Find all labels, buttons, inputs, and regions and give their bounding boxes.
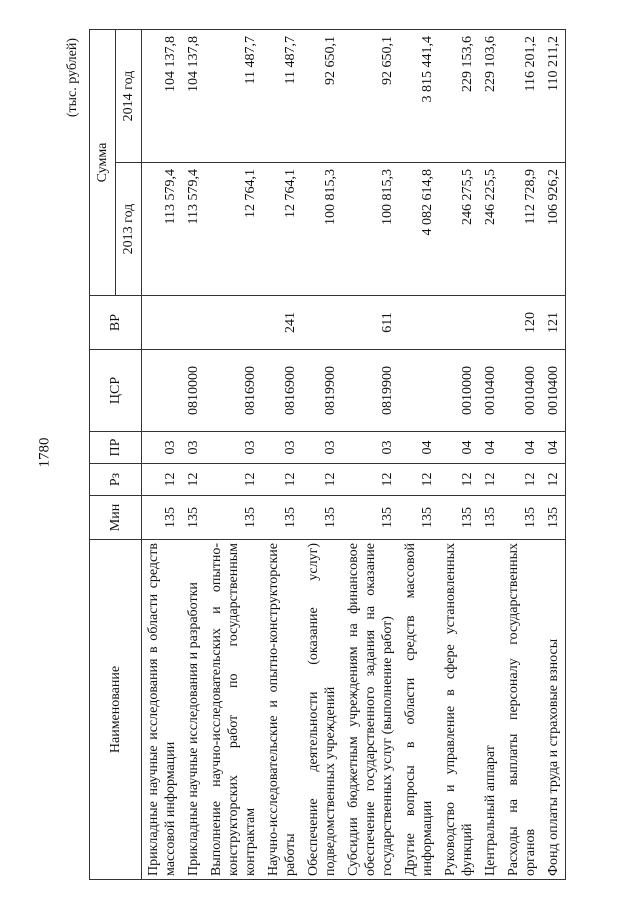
header-sum: Сумма <box>90 30 116 296</box>
cell-2014: 116 201,2 <box>502 30 542 163</box>
table-row <box>262 30 302 880</box>
table-header <box>90 30 142 880</box>
cell-name: Субсидии бюджетным учреждениям на финансовое обеспечение государственного задания на оказание государственных услуг (выполнение работ) <box>342 540 399 880</box>
table-row <box>182 30 205 880</box>
cell-vr <box>399 296 439 350</box>
cell-rz: 12 <box>439 464 479 496</box>
cell-vr: 611 <box>342 296 399 350</box>
cell-min: 135 <box>399 496 439 540</box>
cell-2013: 100 815,3 <box>342 163 399 296</box>
cell-pr: 04 <box>542 432 566 464</box>
cell-name: Другие вопросы в области средств массовой информации <box>399 540 439 880</box>
header-csr: ЦСР <box>90 350 142 432</box>
cell-csr: 0010000 <box>439 350 479 432</box>
cell-2014: 104 137,8 <box>182 30 205 163</box>
table-row <box>205 30 262 880</box>
cell-vr: 120 <box>502 296 542 350</box>
cell-2013: 100 815,3 <box>302 163 342 296</box>
table-row <box>142 30 183 880</box>
cell-rz: 12 <box>142 464 183 496</box>
header-2014: 2014 год <box>116 30 142 163</box>
cell-2013: 246 275,5 <box>439 163 479 296</box>
cell-rz: 12 <box>502 464 542 496</box>
cell-2014: 110 211,2 <box>542 30 566 163</box>
cell-vr <box>479 296 502 350</box>
cell-2013: 112 728,9 <box>502 163 542 296</box>
units-note: (тыс. рублей) <box>65 38 80 118</box>
cell-name: Руководство и управление в сфере установленных функций <box>439 540 479 880</box>
cell-rz: 12 <box>479 464 502 496</box>
cell-2014: 229 103,6 <box>479 30 502 163</box>
budget-table <box>89 29 566 880</box>
cell-2014: 92 650,1 <box>342 30 399 163</box>
cell-2014: 229 153,6 <box>439 30 479 163</box>
table-row <box>342 30 399 880</box>
cell-vr <box>182 296 205 350</box>
cell-csr: 0819900 <box>342 350 399 432</box>
cell-pr: 03 <box>262 432 302 464</box>
table-row <box>479 30 502 880</box>
cell-2014: 104 137,8 <box>142 30 183 163</box>
cell-rz: 12 <box>262 464 302 496</box>
cell-2013: 12 764,1 <box>205 163 262 296</box>
cell-name: Расходы на выплаты персоналу государственных органов <box>502 540 542 880</box>
header-rz: Рз <box>90 464 142 496</box>
cell-min: 135 <box>205 496 262 540</box>
cell-pr: 03 <box>205 432 262 464</box>
cell-2013: 4 082 614,8 <box>399 163 439 296</box>
cell-pr: 03 <box>302 432 342 464</box>
header-vr: ВР <box>90 296 142 350</box>
cell-2014: 11 487,7 <box>262 30 302 163</box>
cell-pr: 03 <box>142 432 183 464</box>
cell-min: 135 <box>142 496 183 540</box>
table-row <box>502 30 542 880</box>
cell-vr: 241 <box>262 296 302 350</box>
cell-vr <box>439 296 479 350</box>
cell-min: 135 <box>342 496 399 540</box>
cell-2014: 92 650,1 <box>302 30 342 163</box>
cell-2013: 113 579,4 <box>182 163 205 296</box>
cell-2014: 3 815 441,4 <box>399 30 439 163</box>
cell-pr: 04 <box>439 432 479 464</box>
cell-csr: 0816900 <box>205 350 262 432</box>
cell-2013: 12 764,1 <box>262 163 302 296</box>
cell-pr: 03 <box>342 432 399 464</box>
cell-pr: 03 <box>182 432 205 464</box>
table-row <box>542 30 566 880</box>
cell-vr <box>302 296 342 350</box>
table-row <box>302 30 342 880</box>
header-name: Наименование <box>90 540 142 880</box>
cell-csr <box>142 350 183 432</box>
cell-rz: 12 <box>302 464 342 496</box>
cell-csr: 0819900 <box>302 350 342 432</box>
cell-min: 135 <box>439 496 479 540</box>
cell-vr <box>142 296 183 350</box>
cell-name: Прикладные научные исследования в области средств массовой информации <box>142 540 183 880</box>
header-min: Мин <box>90 496 142 540</box>
rotated-page <box>65 30 561 880</box>
cell-min: 135 <box>542 496 566 540</box>
cell-csr: 0010400 <box>479 350 502 432</box>
cell-name: Выполнение научно-исследовательских и опытно-конструкторских работ по государственным контрактам <box>205 540 262 880</box>
page-number: 1780 <box>36 437 53 468</box>
cell-pr: 04 <box>399 432 439 464</box>
cell-name: Фонд оплаты труда и страховые взносы <box>542 540 566 880</box>
cell-csr <box>399 350 439 432</box>
cell-csr: 0010400 <box>502 350 542 432</box>
cell-2013: 246 225,5 <box>479 163 502 296</box>
cell-rz: 12 <box>182 464 205 496</box>
cell-csr: 0010400 <box>542 350 566 432</box>
cell-min: 135 <box>479 496 502 540</box>
cell-name: Центральный аппарат <box>479 540 502 880</box>
cell-name: Прикладные научные исследования и разработки <box>182 540 205 880</box>
header-2013: 2013 год <box>116 163 142 296</box>
cell-csr: 0810000 <box>182 350 205 432</box>
header-pr: ПР <box>90 432 142 464</box>
cell-2013: 106 926,2 <box>542 163 566 296</box>
table-body <box>142 30 566 880</box>
cell-min: 135 <box>502 496 542 540</box>
cell-min: 135 <box>182 496 205 540</box>
cell-csr: 0816900 <box>262 350 302 432</box>
cell-min: 135 <box>262 496 302 540</box>
cell-rz: 12 <box>342 464 399 496</box>
cell-vr: 121 <box>542 296 566 350</box>
cell-pr: 04 <box>479 432 502 464</box>
cell-name: Научно-исследовательские и опытно-конструкторские работы <box>262 540 302 880</box>
table-row <box>399 30 439 880</box>
cell-rz: 12 <box>205 464 262 496</box>
cell-min: 135 <box>302 496 342 540</box>
cell-vr <box>205 296 262 350</box>
cell-2013: 113 579,4 <box>142 163 183 296</box>
cell-2014: 11 487,7 <box>205 30 262 163</box>
table-row <box>439 30 479 880</box>
cell-rz: 12 <box>542 464 566 496</box>
cell-name: Обеспечение деятельности (оказание услуг) подведомственных учреждений <box>302 540 342 880</box>
cell-pr: 04 <box>502 432 542 464</box>
cell-rz: 12 <box>399 464 439 496</box>
